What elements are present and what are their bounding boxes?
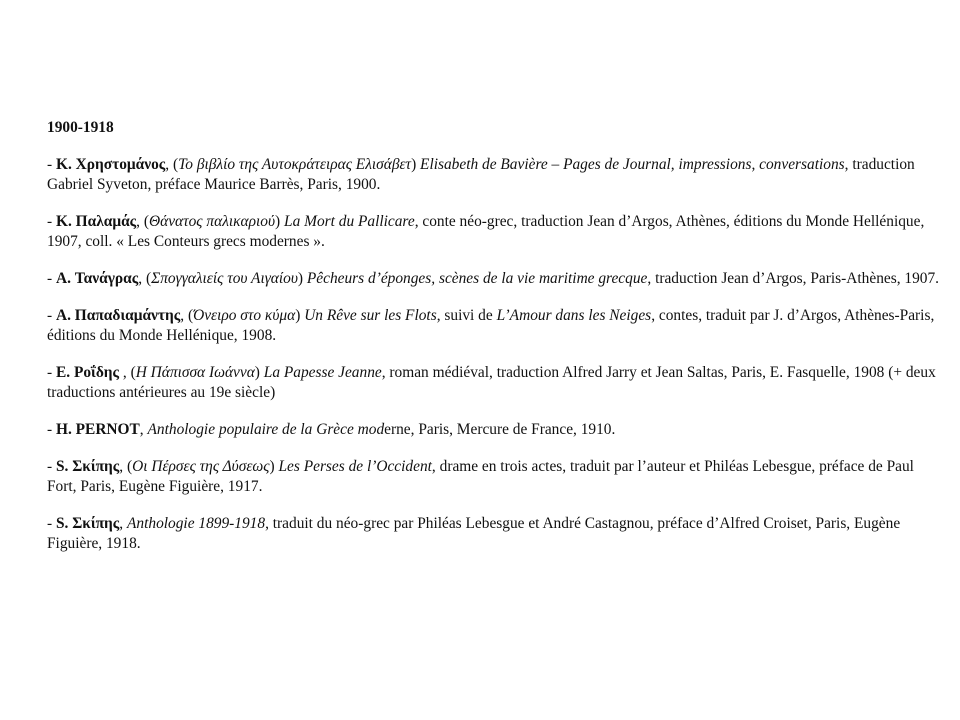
entry-author: K. Χρηστομάνος [55,156,166,173]
entry-dash: - [47,421,56,438]
entry-author: H. PERNOT [55,421,140,438]
entry-title: La Mort du Pallicare [284,213,415,230]
bibliography-entry [47,269,942,289]
entry-title: Anthologie 1899-1918 [127,515,266,532]
entry-text: ) [254,364,264,381]
entry-author: A. Παπαδιαμάντης [55,307,181,324]
entry-dash: - [47,364,56,381]
entry-text: ) [297,270,307,287]
entry-dash: - [47,156,56,173]
entry-title: Pêcheurs d’éponges, scènes de la vie maritime grecque [306,270,648,287]
entry-greek-title: Όνειρο στο κύμα [193,307,296,324]
bibliography-entry [47,457,942,497]
entry-text: , ( [138,270,152,287]
entry-author: K. Παλαμάς [55,213,137,230]
bibliography-entry [47,306,942,346]
entry-text: , contes, traduit par J. d’Argos, Athènes-Paris, éditions du Monde Hellénique, 1908. [47,307,935,344]
entry-title: Les Perses de l’Occident [278,458,432,475]
entry-title: Anthologie populaire de la Grèce mod [147,421,385,438]
entry-text: , ( [165,156,179,173]
entry-greek-title: Σπογγαλιείς του Αιγαίου [151,270,298,287]
entry-text: ) [411,156,421,173]
bibliography-entry [47,155,942,195]
entry-text: ) [295,307,305,324]
entry-author: A. Τανάγρας [55,270,139,287]
entry-dash: - [47,515,56,532]
entry-greek-title: Η Πάπισσα Ιωάννα [135,364,255,381]
entry-title: Elisabeth de Bavière – Pages de Journal, impressions, conversations [420,156,845,173]
entry-text: erne, Paris, Mercure de France, 1910. [384,421,616,438]
entry-title: La Papesse Jeanne [263,364,382,381]
entry-text: , drame en trois actes, traduit par l’auteur et Philéas Lebesgue, préface de Paul Fort, Paris, Eugène Figuière, 1917. [47,458,914,495]
entry-text: , ( [136,213,149,230]
entry-greek-title: Το βιβλίο της Αυτοκράτειρας Ελισάβετ [178,156,412,173]
entry-dash: - [47,458,56,475]
bibliography-entry [47,363,942,403]
section-heading: 1900-1918 [47,119,114,136]
entry-greek-title: Οι Πέρσες της Δύσεως [132,458,270,475]
entry-text: , ( [119,364,136,381]
entry-text: , ( [180,307,194,324]
bibliography-entry [47,212,942,252]
entry-author: S. Σκίπης [55,515,120,532]
bibliography-entry [47,420,942,440]
entry-author: E. Ροΐδης [55,364,120,381]
entry-dash: - [47,307,56,324]
entry-title: Un Rêve sur les Flots [304,307,437,324]
entry-dash: - [47,270,56,287]
entry-text: , suivi de [436,307,497,324]
entry-author: S. Σκίπης [55,458,120,475]
entry-title-secondary: L’Amour dans les Neiges [496,307,652,324]
entry-text: , roman médiéval, traduction Alfred Jarry et Jean Saltas, Paris, E. Fasquelle, 1908 (+ deux traductions antérieures au 19e siècle) [47,364,936,401]
entry-dash: - [47,213,56,230]
entry-greek-title: Θάνατος παλικαριού [149,213,276,230]
bibliography-entry [47,514,942,554]
entry-text: , conte néo-grec, traduction Jean d’Argos, Athènes, éditions du Monde Hellénique, 1907, coll. « Les Conteurs grecs modernes ». [47,213,925,250]
entry-text: , traduction Gabriel Syveton, préface Maurice Barrès, Paris, 1900. [47,156,915,193]
entry-text: , [119,515,127,532]
entry-text: , traduit du néo-grec par Philéas Lebesgue et André Castagnou, préface d’Alfred Croiset, Paris, Eugène Figuière, 1918. [47,515,901,552]
document-page [47,118,942,571]
entry-text: ) [269,458,279,475]
entry-text: , ( [119,458,133,475]
entry-text: , traduction Jean d’Argos, Paris-Athènes, 1907. [647,270,940,287]
entry-text: , [139,421,148,438]
entry-text: ) [275,213,285,230]
